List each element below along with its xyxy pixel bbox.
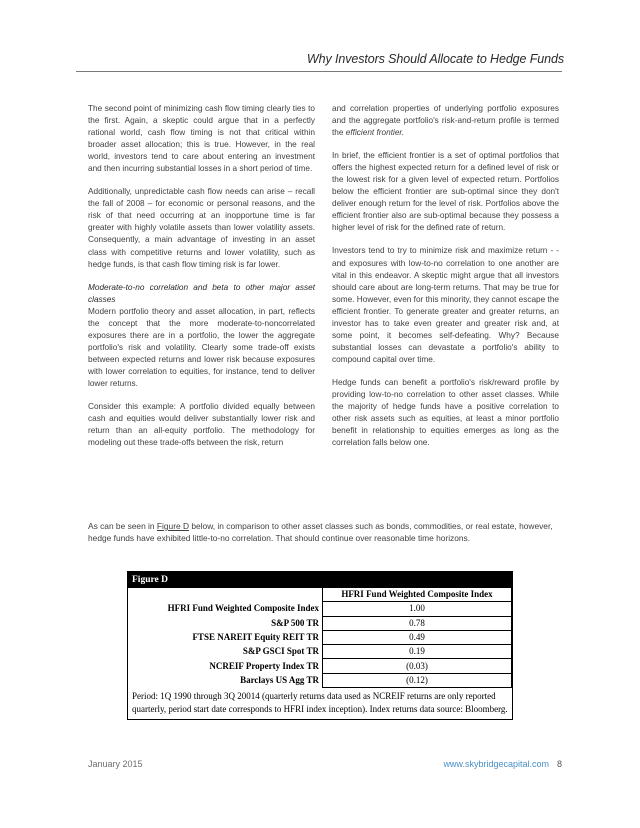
right-paragraph-2: In brief, the efficient frontier is a set of optimal portfolios that offers the highest expected return for a defined level of risk or the lowest risk for a given level of expected return. Portfolios below the efficient frontier are sub-optimal since they don't deliver enough return for the level of risk. Portfolios above the efficient frontier also are sub-optimal because they possess a higher level of risk for the defined rate of return. bbox=[332, 151, 559, 233]
right-column bbox=[332, 103, 559, 460]
intro-text-after: below, in comparison to other asset classes such as bonds, commodities, or real estate, however, hedge funds have exhibited little-to-no correlation. That should continue over reasonable time horizons. bbox=[88, 521, 553, 544]
right-paragraph-4: Hedge funds can benefit a portfolio's risk/reward profile by providing low-to-no correlation to other asset classes. While the majority of hedge funds have a positive correlation to other risk assets such as equities, at least a minor portfolio benefit in relationship to equities emerges as long as the correlation falls below one. bbox=[332, 377, 559, 448]
table-column-header: HFRI Fund Weighted Composite Index bbox=[323, 588, 512, 602]
left-paragraph-3: Modern portfolio theory and asset allocation, in part, reflects the concept that the more moderate-to-noncorrelated exposures there are in a portfolio, the lower the aggregate portfolio's risk and volatility. Clearly some trade-off exists between expected returns and lower risk because exposures with lower correlation to equities, for instance, tend to deliver lower returns. bbox=[88, 306, 315, 388]
right-paragraph-1 bbox=[332, 103, 559, 139]
row-value: 0.49 bbox=[323, 630, 512, 644]
figure-title: Figure D bbox=[128, 572, 512, 588]
correlation-table bbox=[128, 588, 512, 688]
table-row bbox=[128, 645, 512, 659]
row-label: FTSE NAREIT Equity REIT TR bbox=[192, 632, 319, 643]
left-paragraph-4: Consider this example: A portfolio divided equally between cash and equities would deliver substantially lower risk and return than an all-equity portfolio. The methodology for modeling out these trade-offs between the risk, return bbox=[88, 402, 315, 448]
running-header-title: Why Investors Should Allocate to Hedge Funds bbox=[306, 52, 564, 66]
row-value: 1.00 bbox=[323, 602, 512, 616]
table-corner-cell bbox=[128, 588, 323, 602]
row-value: 0.19 bbox=[323, 645, 512, 659]
footer-website-link[interactable]: www.skybridgecapital.com bbox=[443, 759, 549, 769]
row-label: S&P 500 TR bbox=[271, 617, 319, 628]
table-row bbox=[128, 659, 512, 673]
figure-intro-paragraph bbox=[88, 520, 562, 545]
left-column bbox=[88, 103, 315, 460]
row-label: HFRI Fund Weighted Composite Index bbox=[167, 603, 319, 614]
footer-right bbox=[443, 759, 562, 769]
figure-d-link[interactable]: Figure D bbox=[156, 521, 190, 531]
table-row bbox=[128, 673, 512, 687]
right-paragraph-1-text: and correlation properties of underlying portfolio exposures and the aggregate portfolio's risk-and-return profile is termed the bbox=[332, 104, 559, 138]
intro-text-before: As can be seen in bbox=[88, 521, 157, 531]
row-value: (0.12) bbox=[323, 673, 512, 687]
left-paragraph-2: Additionally, unpredictable cash flow needs can arise – recall the fall of 2008 – for economic or personal reasons, and the risk of that need occurring at an inopportune time is far greater with highly volatile assets than lower volatility assets. Consequently, a main advantage of investing in an asset class with competitive returns and lower volatility, such as hedge funds, is that cash flow timing risk is far lower. bbox=[88, 187, 315, 269]
figure-d-table bbox=[127, 571, 513, 720]
efficient-frontier-term: efficient frontier. bbox=[345, 128, 405, 138]
left-paragraph-1: The second point of minimizing cash flow timing clearly ties to the first. Again, a skeptic could argue that in a perfectly rational world, cash flow timing is not that critical within broader asset allocation; this is true. However, in the real world, investors tend to care about entering an investment and then incurring substantial losses in a short period of time. bbox=[88, 104, 315, 174]
figure-note: Period: 1Q 1990 through 3Q 20014 (quarterly returns data used as NCREIF returns are only reported quarterly, period start date corresponds to HFRI index inception). Index returns data source: Bloomberg. bbox=[132, 691, 508, 715]
row-value: 0.78 bbox=[323, 616, 512, 630]
right-paragraph-3: Investors tend to try to minimize risk and maximize return - - and exposures with low-to-no correlation to one another are vital in this endeavor. A skeptic might argue that all investors should care about are long-term returns. That may be true for some. However, even for this minority, they cannot escape the efficient frontier. To generate greater and greater returns, an investor has to take even greater and greater risk and, at some point, it becomes self-defeating. Why? Because substantial losses can devastate a portfolio's ability to compound capital over time. bbox=[332, 246, 559, 364]
section-subheading: Moderate-to-no correlation and beta to other major asset classes bbox=[88, 282, 315, 304]
row-label: Barclays US Agg TR bbox=[240, 674, 319, 685]
header-divider bbox=[76, 71, 562, 72]
footer-date: January 2015 bbox=[88, 759, 143, 769]
row-label: NCREIF Property Index TR bbox=[209, 660, 319, 671]
table-row bbox=[128, 630, 512, 644]
row-label: S&P GSCI Spot TR bbox=[242, 646, 319, 657]
table-header-row bbox=[128, 588, 512, 602]
row-value: (0.03) bbox=[323, 659, 512, 673]
page-number: 8 bbox=[556, 759, 562, 769]
table-row bbox=[128, 616, 512, 630]
table-row bbox=[128, 602, 512, 616]
